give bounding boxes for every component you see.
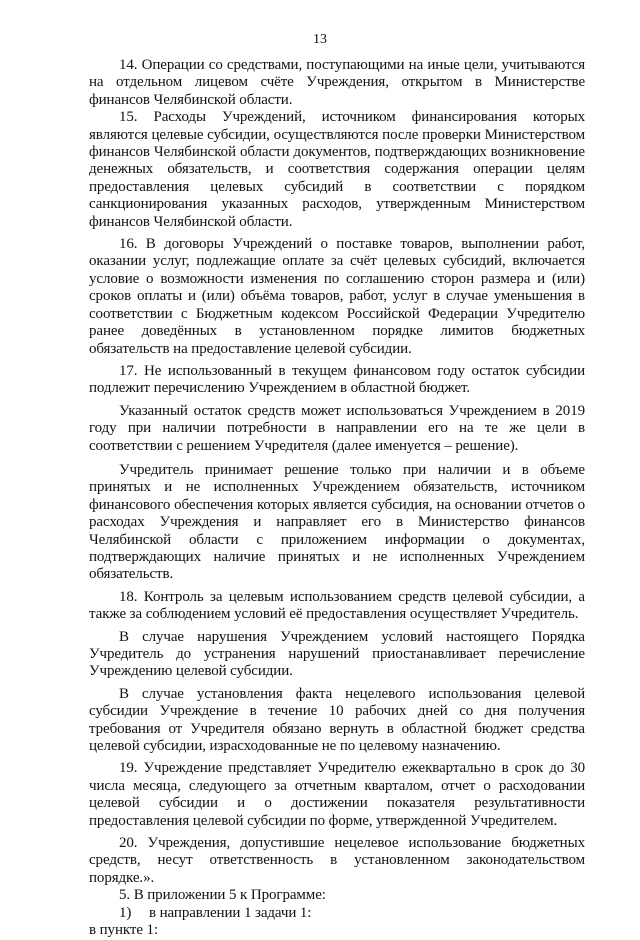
paragraph-16: 16. В договоры Учреждений о поставке товаров, выполнении работ, оказании услуг, подлежащие оплате за счёт целевых субсидий, включается условие о возможности изменения по соглашению сторон размера и (или) сроков оплаты и (или) объёма товаров, работ, услуг в случае уменьшения в соответствии с Бюджетным кодексом Российской Федерации Учредителю ранее доведённых в установленном порядке лимитов бюджетных обязательств на предоставление целевой субсидии. (89, 236, 585, 357)
sub-item-1 (89, 905, 585, 922)
paragraph-19: 19. Учреждение представляет Учредителю ежеквартально в срок до 30 числа месяца, следующего за отчетным кварталом, отчет о расходовании целевой субсидии и о достижении показателя результативности предоставления целевой субсидии по форме, утвержденной Учредителем. (89, 760, 585, 829)
paragraph-17: 17. Не использованный в текущем финансовом году остаток субсидии подлежит перечислению Учреждением в областной бюджет. (89, 362, 585, 397)
paragraph-18: 18. Контроль за целевым использованием средств целевой субсидии, а также за соблюдением условий её предоставления осуществляет Учредитель. (89, 588, 585, 623)
paragraph-founder-decision: Учредитель принимает решение только при наличии и в объеме принятых и не исполненных Учреждением обязательств, источником финансового обеспечения которых является субсидия, на основании отчетов о расходах Учреждения и направляет его в Министерство финансов Челябинской области с приложением информации о документах, подтверждающих наличие принятых и не исполненных Учреждением обязательств. (89, 461, 585, 583)
paragraph-15: 15. Расходы Учреждений, источником финансирования которых являются целевые субсидии, осуществляются после проверки Министерством финансов Челябинской области документов, подтверждающих возникновение денежных обязательств, и соответствия содержания операции целям предоставления целевых субсидий в соответствии с порядком санкционирования указанных расходов, утвержденным Министерством финансов Челябинской области. (89, 109, 585, 230)
document-body (89, 57, 585, 940)
sub-item-text: в направлении 1 задачи 1: (149, 904, 312, 921)
page-number: 13 (313, 32, 327, 47)
paragraph-14: 14. Операции со средствами, поступающими на иные цели, учитываются на отдельном лицевом счёте Учреждения, открытом в Министерстве финансов Челябинской области. (89, 57, 585, 108)
paragraph-misuse: В случае установления факта нецелевого использования целевой субсидии Учреждение в течение 10 рабочих дней со дня получения требования от Учредителя обязано вернуть в областной бюджет средства целевой субсидии, израсходованные не по целевому назначению. (89, 685, 585, 755)
paragraph-remaining-balance: Указанный остаток средств может использоваться Учреждением в 2019 году при наличии потребности в направлении его на те же цели в соответствии с решением Учредителя (далее именуется – решение). (89, 402, 585, 454)
paragraph-20: 20. Учреждения, допустившие нецелевое использование бюджетных средств, несут ответственность в установленном законодательством порядке.». (89, 835, 585, 886)
sub-item-number: 1) (119, 904, 132, 921)
final-line: в пункте 1: (89, 922, 159, 939)
paragraph-violation: В случае нарушения Учреждением условий настоящего Порядка Учредитель до устранения нарушений приостанавливает перечисление Учреждению целевой субсидии. (89, 628, 585, 680)
paragraph-appendix-5: 5. В приложении 5 к Программе: (119, 887, 326, 904)
